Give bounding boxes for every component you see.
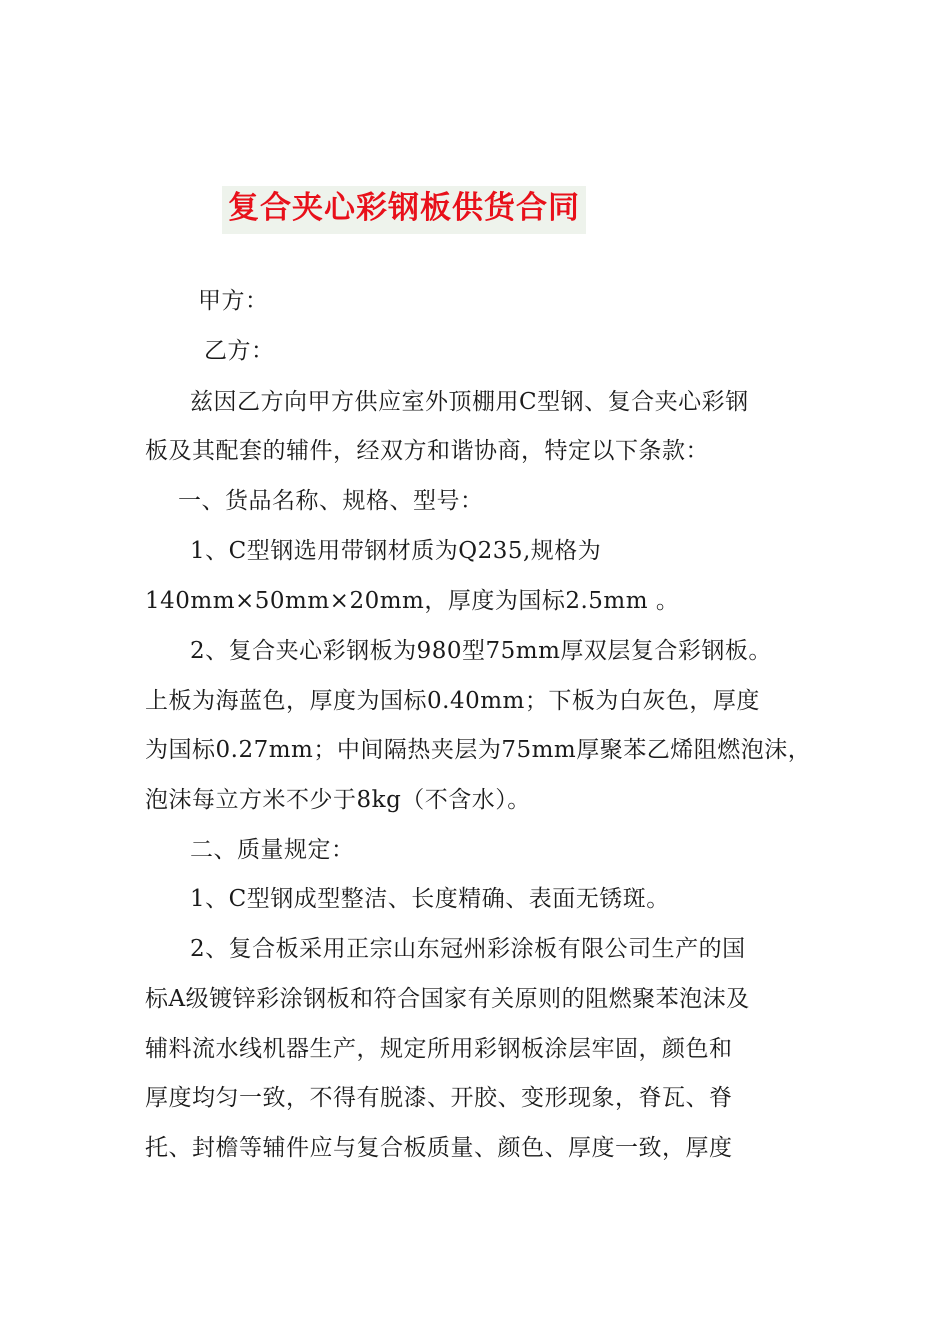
clause-1-1-line-1: 1、C型钢选用带钢材质为Q235,规格为: [190, 538, 602, 564]
clause-1-2-line-2: 上板为海蓝色，厚度为国标0.40mm；下板为白灰色，厚度: [145, 688, 760, 714]
clause-1-2-line-1: 2、复合夹心彩钢板为980型75mm厚双层复合彩钢板。: [190, 638, 772, 664]
clause-2-2-line-5: 托、封檐等辅件应与复合板质量、颜色、厚度一致，厚度: [145, 1135, 733, 1161]
party-b-label: 乙方：: [204, 338, 275, 364]
party-a-label: 甲方：: [198, 288, 269, 314]
clause-2-2-line-4: 厚度均匀一致，不得有脱漆、开胶、变形现象，脊瓦、脊: [145, 1085, 733, 1111]
clause-2-2-line-3: 辅料流水线机器生产，规定所用彩钢板涂层牢固，颜色和: [145, 1036, 733, 1062]
clause-1-2-line-4: 泡沫每立方米不少于8kg（不含水）。: [145, 787, 531, 813]
clause-1-2-line-3: 为国标0.27mm；中间隔热夹层为75mm厚聚苯乙烯阻燃泡沫，: [145, 737, 812, 763]
intro-line-2: 板及其配套的辅件，经双方和谐协商，特定以下条款：: [145, 438, 709, 464]
section-1-heading: 一、货品名称、规格、型号：: [178, 488, 484, 514]
clause-2-2-line-1: 2、复合板采用正宗山东冠州彩涂板有限公司生产的国: [190, 936, 746, 962]
clause-2-1-line-1: 1、C型钢成型整洁、长度精确、表面无锈斑。: [190, 886, 670, 912]
section-2-heading: 二、质量规定：: [190, 837, 355, 863]
document-title: 复合夹心彩钢板供货合同: [222, 186, 586, 234]
clause-2-2-line-2: 标A级镀锌彩涂钢板和符合国家有关原则的阻燃聚苯泡沫及: [145, 986, 750, 1012]
clause-1-1-line-2: 140mm×50mm×20mm，厚度为国标2.5mm 。: [145, 588, 680, 614]
intro-line-1: 兹因乙方向甲方供应室外顶棚用C型钢、复合夹心彩钢: [190, 389, 749, 415]
